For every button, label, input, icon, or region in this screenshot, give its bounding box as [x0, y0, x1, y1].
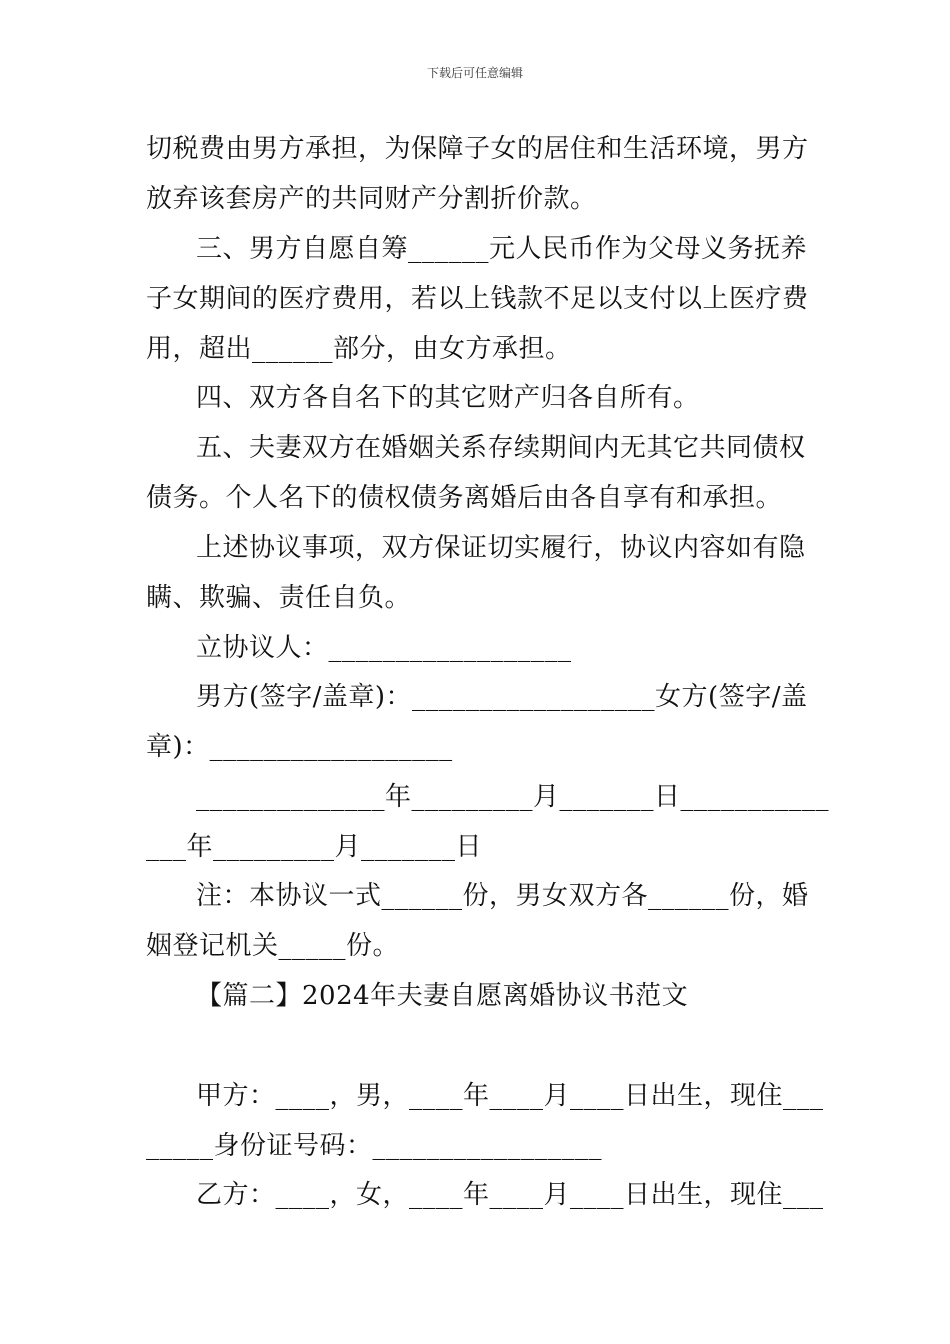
- paragraph-line: 放弃该套房产的共同财产分割折价款。: [146, 184, 597, 214]
- paragraph-line: 瞒、欺骗、责任自负。: [146, 583, 412, 613]
- note-line: 姻登记机关_____份。: [146, 931, 400, 961]
- party-a-line: 甲方：____，男，____年____月____日出生，现住___: [196, 1081, 824, 1111]
- paragraph-line: 五、夫妻双方在婚姻关系存续期间内无其它共同债权: [196, 433, 806, 463]
- date-line: ___年_________月_______日: [146, 832, 483, 862]
- note-line: 注：本协议一式______份，男女双方各______份，婚: [196, 881, 809, 911]
- signature-line: 男方(签字/盖章)：__________________女方(签字/盖: [196, 682, 808, 712]
- paragraph-line: 子女期间的医疗费用，若以上钱款不足以支付以上医疗费: [146, 284, 809, 314]
- party-a-id-line: _____身份证号码：_________________: [146, 1131, 603, 1161]
- signatory-line: 立协议人：__________________: [196, 633, 572, 663]
- page-header-note: 下载后可任意编辑: [426, 66, 523, 80]
- paragraph-line: 用，超出______部分，由女方承担。: [146, 334, 572, 364]
- paragraph-line: 三、男方自愿自筹______元人民币作为父母义务抚养: [196, 234, 808, 264]
- date-line: ______________年_________月_______日___________: [196, 782, 830, 812]
- party-b-line: 乙方：____，女，____年____月____日出生，现住___: [196, 1180, 824, 1210]
- paragraph-line: 四、双方各自名下的其它财产归各自所有。: [196, 383, 700, 413]
- section-heading: 【篇二】2024年夫妻自愿离婚协议书范文: [196, 981, 689, 1011]
- signature-line: 章)：__________________: [146, 732, 453, 762]
- paragraph-line: 债务。个人名下的债权债务离婚后由各自享有和承担。: [146, 483, 783, 513]
- paragraph-line: 切税费由男方承担，为保障子女的居住和生活环境，男方: [146, 134, 809, 164]
- paragraph-line: 上述协议事项，双方保证切实履行，协议内容如有隐: [196, 533, 806, 563]
